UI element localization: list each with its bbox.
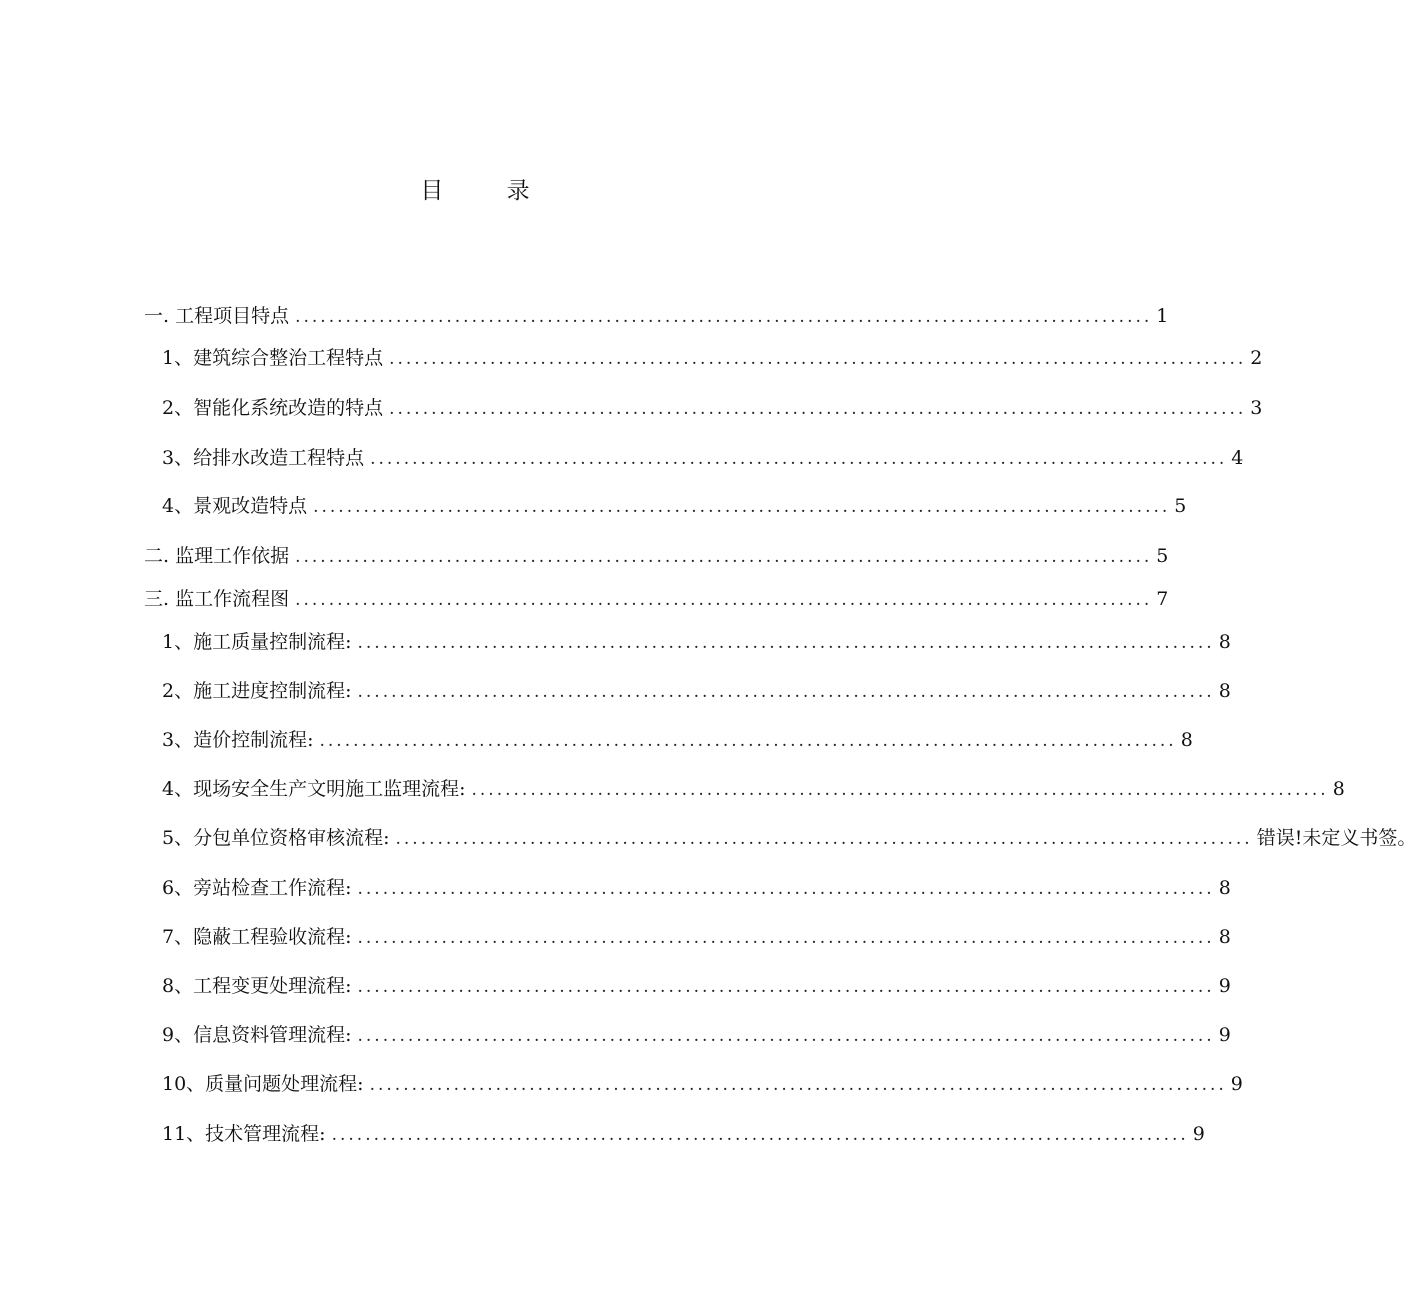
- toc-leader: ......................................................................................................: [313, 497, 1171, 517]
- toc-entry-page: 9: [1192, 1123, 1205, 1145]
- toc-entry-text: 5、分包单位资格审核流程:: [162, 827, 390, 849]
- toc-entry-text: 1、建筑综合整治工程特点: [162, 347, 384, 369]
- toc-entry-page: 8: [1218, 631, 1231, 653]
- toc-leader: ......................................................................................................: [370, 449, 1228, 469]
- toc-entry[interactable]: [144, 583, 1169, 615]
- toc-entry-page: 5: [1156, 545, 1169, 567]
- toc-entry-text: 4、景观改造特点: [162, 495, 308, 517]
- toc-entry-page: 8: [1332, 778, 1345, 800]
- toc-leader: ......................................................................................................: [389, 399, 1247, 419]
- toc-leader: ......................................................................................................: [295, 307, 1153, 327]
- toc-leader: ......................................................................................................: [357, 977, 1215, 997]
- toc-entry[interactable]: [144, 300, 1169, 332]
- toc-leader: ......................................................................................................: [369, 1075, 1227, 1095]
- toc-leader: ......................................................................................................: [395, 829, 1253, 849]
- toc-entry-text: 9、信息资料管理流程:: [162, 1024, 352, 1046]
- toc-leader: ......................................................................................................: [389, 349, 1247, 369]
- toc-entry-text: 7、隐蔽工程验收流程:: [162, 926, 352, 948]
- toc-entry[interactable]: [162, 1019, 1231, 1051]
- toc-entry[interactable]: [162, 724, 1193, 756]
- toc-entry-page: 错误!未定义书签。: [1256, 827, 1416, 849]
- toc-leader: ......................................................................................................: [471, 780, 1329, 800]
- toc-entry-page: 9: [1218, 1024, 1231, 1046]
- toc-entry[interactable]: [162, 773, 1345, 805]
- toc-entry[interactable]: [144, 540, 1169, 572]
- toc-leader: ......................................................................................................: [295, 590, 1153, 610]
- toc-entry-page: 4: [1231, 447, 1244, 469]
- toc-leader: ......................................................................................................: [357, 633, 1215, 653]
- toc-entry-text: 8、工程变更处理流程:: [162, 975, 352, 997]
- toc-leader: ......................................................................................................: [357, 928, 1215, 948]
- toc-entry-page: 3: [1250, 397, 1263, 419]
- toc-entry[interactable]: [162, 1068, 1243, 1100]
- toc-entry-text: 三. 监工作流程图: [144, 588, 290, 610]
- toc-entry-page: 8: [1218, 680, 1231, 702]
- toc-entry-page: 1: [1156, 305, 1169, 327]
- toc-entry-text: 2、智能化系统改造的特点: [162, 397, 384, 419]
- toc-entry-text: 6、旁站检查工作流程:: [162, 877, 352, 899]
- toc-entry[interactable]: [162, 970, 1231, 1002]
- toc-leader: ......................................................................................................: [357, 879, 1215, 899]
- toc-entry[interactable]: [162, 1118, 1205, 1150]
- toc-entry[interactable]: [162, 921, 1231, 953]
- toc-title: 目 录: [420, 178, 558, 204]
- toc-leader: ......................................................................................................: [357, 1026, 1215, 1046]
- toc-entry-text: 11、技术管理流程:: [162, 1123, 326, 1145]
- toc-entry[interactable]: [162, 442, 1244, 474]
- toc-entry[interactable]: [162, 675, 1231, 707]
- toc-entry-text: 10、质量问题处理流程:: [162, 1073, 364, 1095]
- toc-entry-text: 二. 监理工作依据: [144, 545, 290, 567]
- toc-entry-text: 一. 工程项目特点: [144, 305, 290, 327]
- toc-entry-page: 2: [1250, 347, 1263, 369]
- toc-entry-page: 8: [1218, 877, 1231, 899]
- toc-entry-page: 8: [1218, 926, 1231, 948]
- toc-entry-page: 5: [1174, 495, 1187, 517]
- toc-leader: ......................................................................................................: [331, 1125, 1189, 1145]
- toc-entry[interactable]: [162, 392, 1263, 424]
- toc-leader: ......................................................................................................: [295, 547, 1153, 567]
- toc-entry[interactable]: [162, 822, 1416, 854]
- toc-entry-page: 8: [1180, 729, 1193, 751]
- toc-entry-text: 3、造价控制流程:: [162, 729, 314, 751]
- toc-entry[interactable]: [162, 872, 1231, 904]
- toc-entry-page: 9: [1230, 1073, 1243, 1095]
- toc-leader: ......................................................................................................: [319, 731, 1177, 751]
- toc-entry-text: 4、现场安全生产文明施工监理流程:: [162, 778, 466, 800]
- toc-entry-text: 2、施工进度控制流程:: [162, 680, 352, 702]
- toc-entry-text: 3、给排水改造工程特点: [162, 447, 365, 469]
- toc-entry-page: 7: [1156, 588, 1169, 610]
- toc-entry[interactable]: [162, 490, 1187, 522]
- toc-entry-text: 1、施工质量控制流程:: [162, 631, 352, 653]
- toc-entry[interactable]: [162, 342, 1263, 374]
- toc-leader: ......................................................................................................: [357, 682, 1215, 702]
- toc-entry[interactable]: [162, 626, 1231, 658]
- toc-entry-page: 9: [1218, 975, 1231, 997]
